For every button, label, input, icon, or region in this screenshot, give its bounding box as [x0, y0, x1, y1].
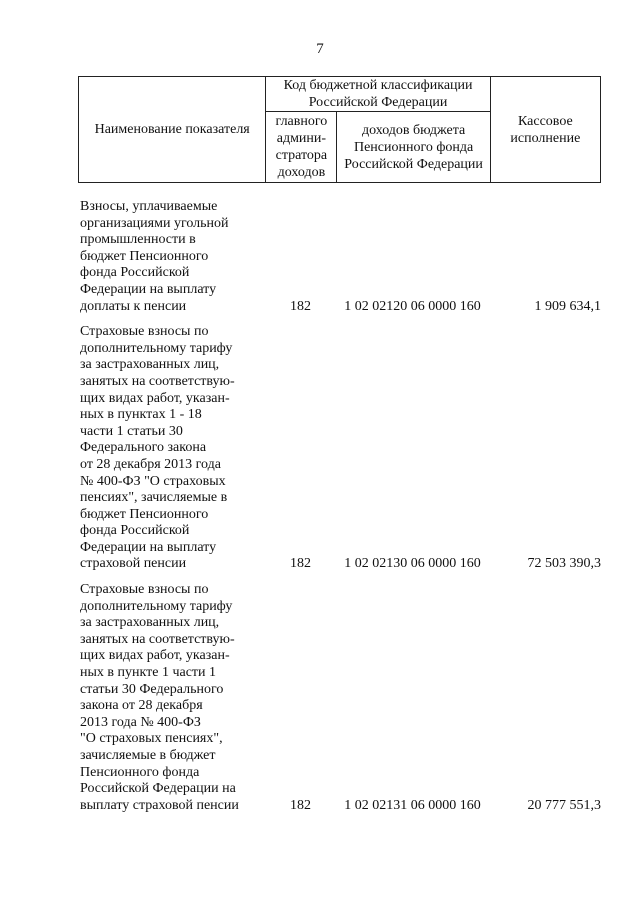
page-number: 7: [316, 41, 324, 57]
row-budget-code: 1 02 02131 06 0000 160: [344, 797, 481, 813]
table-header: [78, 76, 601, 183]
row-name: Страховые взносы по дополнительному тарифу за застрахованных лиц, занятых на соответствую- щих видах работ, указан- ных в пунктах 1 - 18 части 1 статьи 30 Федерального закона от 28 декабря 2013 года № 400-ФЗ "О страховых пенсиях", зачисляемые в бюджет Пенсионного фонда Российской Федерации на выплату страховой пенсии: [80, 324, 235, 572]
table-row: [78, 199, 601, 315]
row-admin-code: 182: [290, 797, 311, 813]
header-admin-label: главного админи-стратора доходов: [275, 114, 328, 180]
header-code-column: [337, 112, 490, 183]
row-execution-value: 1 909 634,1: [534, 298, 601, 314]
header-name-column: [79, 77, 266, 183]
row-execution-value: 20 777 551,3: [527, 797, 601, 813]
header-code-label: доходов бюджета Пенсионного фонда Российской Федерации: [344, 122, 483, 172]
table-body: [78, 199, 601, 814]
table-row: [78, 582, 601, 814]
row-execution-value: 72 503 390,3: [527, 556, 601, 572]
header-admin-column: [266, 112, 337, 183]
row-admin-code: 182: [290, 298, 311, 314]
header-name-label: Наименование показателя: [94, 122, 250, 137]
row-admin-code: 182: [290, 556, 311, 572]
row-name: Страховые взносы по дополнительному тарифу за застрахованных лиц, занятых на соответствую- щих видах работ, указан- ных в пункте 1 части 1 статьи 30 Федерального закона от 28 декабря 2013 года № 400-ФЗ "О страховых пенсиях", зачисляемые в бюджет Пенсионного фонда Российской Федерации на выплату страховой пенсии: [80, 582, 239, 813]
header-exec-label: Кассовое исполнение: [510, 113, 581, 146]
header-code-group: [266, 77, 490, 112]
table-row: [78, 324, 601, 573]
row-budget-code: 1 02 02120 06 0000 160: [344, 298, 481, 314]
header-code-group-label: Код бюджетной классификации Российской Федерации: [283, 78, 473, 110]
row-name: Взносы, уплачиваемые организациями угольной промышленности в бюджет Пенсионного фонда Российской Федерации на выплату доплаты к пенсии: [80, 199, 229, 314]
row-budget-code: 1 02 02130 06 0000 160: [344, 556, 481, 572]
header-exec-column: [490, 77, 600, 183]
